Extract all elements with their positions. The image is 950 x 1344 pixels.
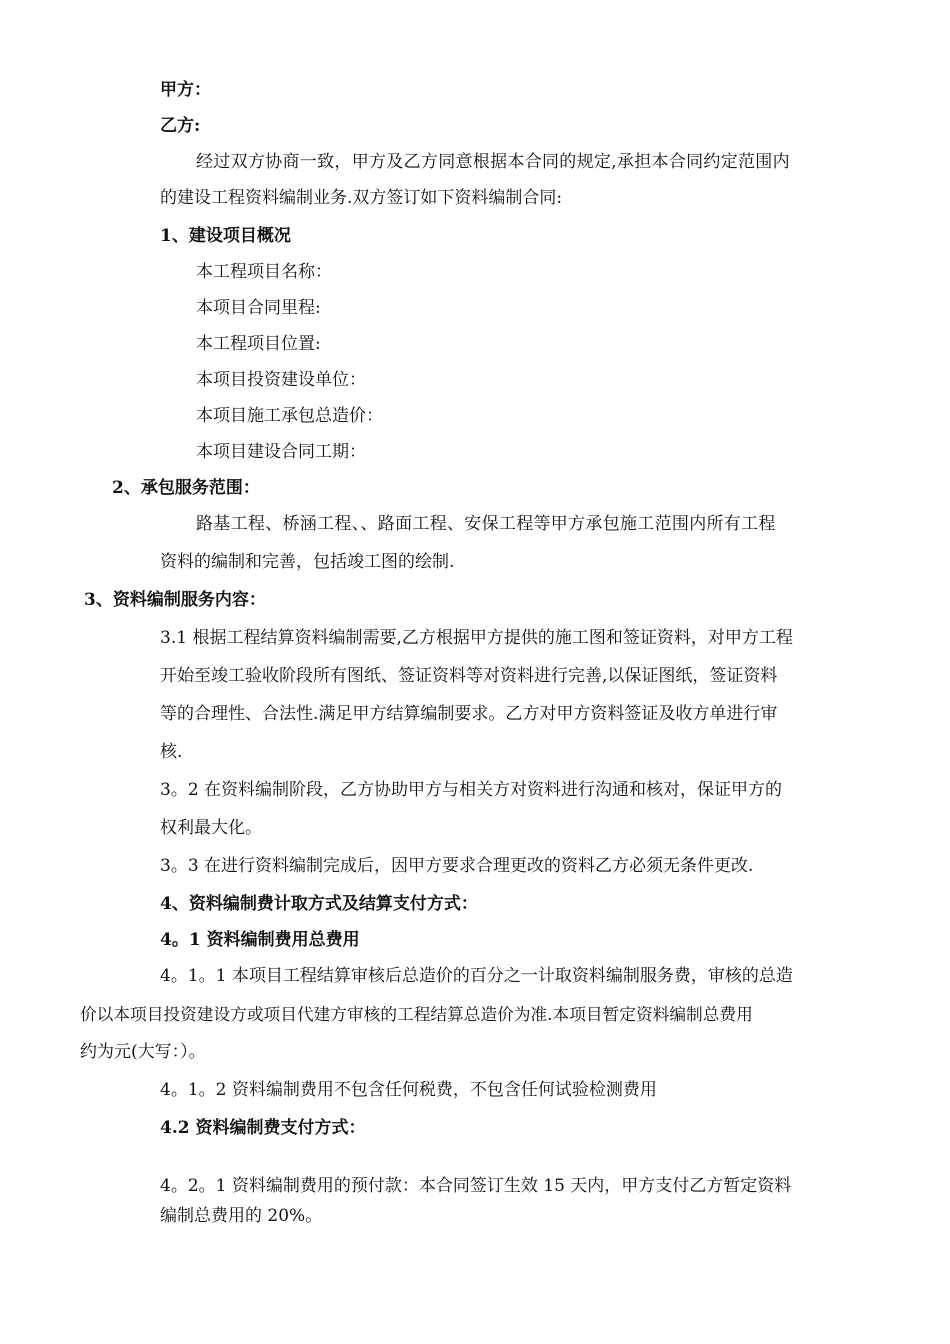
s2-body-line-2: 资料的编制和完善，包括竣工图的绘制. — [160, 552, 455, 572]
section-2-heading: 2、承包服务范围： — [112, 478, 260, 498]
s3-p1-line-1: 3.1 根据工程结算资料编制需要,乙方根据甲方提供的施工图和签证资料，对甲方工程 — [160, 628, 793, 648]
s1-item-mileage: 本项目合同里程: — [196, 298, 321, 318]
s3-p2-line-1: 3。2 在资料编制阶段，乙方协助甲方与相关方对资料进行沟通和核对，保证甲方的 — [160, 780, 783, 800]
intro-line-1: 经过双方协商一致，甲方及乙方同意根据本合同的规定,承担本合同约定范围内 — [196, 152, 790, 172]
s2-body-line-1: 路基工程、桥涵工程、、路面工程、安保工程等甲方承包施工范围内所有工程 — [196, 514, 776, 534]
section-4-heading: 4、资料编制费计取方式及结算支付方式： — [160, 894, 478, 914]
s4-sub1-heading: 4。1 资料编制费用总费用 — [160, 930, 360, 950]
s3-p3: 3。3 在进行资料编制完成后，因甲方要求合理更改的资料乙方必须无条件更改. — [160, 856, 754, 876]
s4-p411-line-2: 价以本项目投资建设方或项目代建方审核的工程结算总造价为准.本项目暂定资料编制总费用 — [80, 1004, 753, 1024]
section-1-heading: 1、建设项目概况 — [160, 226, 291, 246]
s4-p412: 4。1。2 资料编制费用不包含任何税费，不包含任何试验检测费用 — [160, 1080, 657, 1100]
s3-p1-line-2: 开始至竣工验收阶段所有图纸、签证资料等对资料进行完善,以保证图纸，签证资料 — [160, 666, 778, 686]
section-3-heading: 3、资料编制服务内容： — [84, 590, 266, 610]
intro-line-2: 的建设工程资料编制业务.双方签订如下资料编制合同: — [160, 188, 563, 208]
s3-p2-line-2: 权利最大化。 — [160, 818, 262, 838]
party-a-label: 甲方： — [160, 80, 211, 100]
s1-item-location: 本工程项目位置: — [196, 334, 321, 354]
s4-sub2-heading: 4.2 资料编制费支付方式： — [160, 1118, 366, 1138]
s3-p1-line-4: 核. — [160, 742, 183, 762]
s1-item-project-name: 本工程项目名称： — [196, 262, 332, 282]
s4-p411-line-3: 约为元(大写：）。 — [80, 1042, 206, 1062]
s4-p411-line-1: 4。1。1 本项目工程结算审核后总造价的百分之一计取资料编制服务费，审核的总造 — [160, 966, 793, 986]
s1-item-duration: 本项目建设合同工期： — [196, 442, 366, 462]
s3-p1-line-3: 等的合理性、合法性.满足甲方结算编制要求。乙方对甲方资料签证及收方单进行审 — [160, 704, 778, 724]
s4-p421-line-1: 4。2。1 资料编制费用的预付款：本合同签订生效 15 天内，甲方支付乙方暂定资料 — [160, 1176, 792, 1196]
s1-item-investor: 本项目投资建设单位： — [196, 370, 366, 390]
s1-item-total-cost: 本项目施工承包总造价： — [196, 406, 383, 426]
party-b-label: 乙方: — [160, 116, 201, 136]
s4-p421-line-2: 编制总费用的 20%。 — [160, 1206, 323, 1226]
